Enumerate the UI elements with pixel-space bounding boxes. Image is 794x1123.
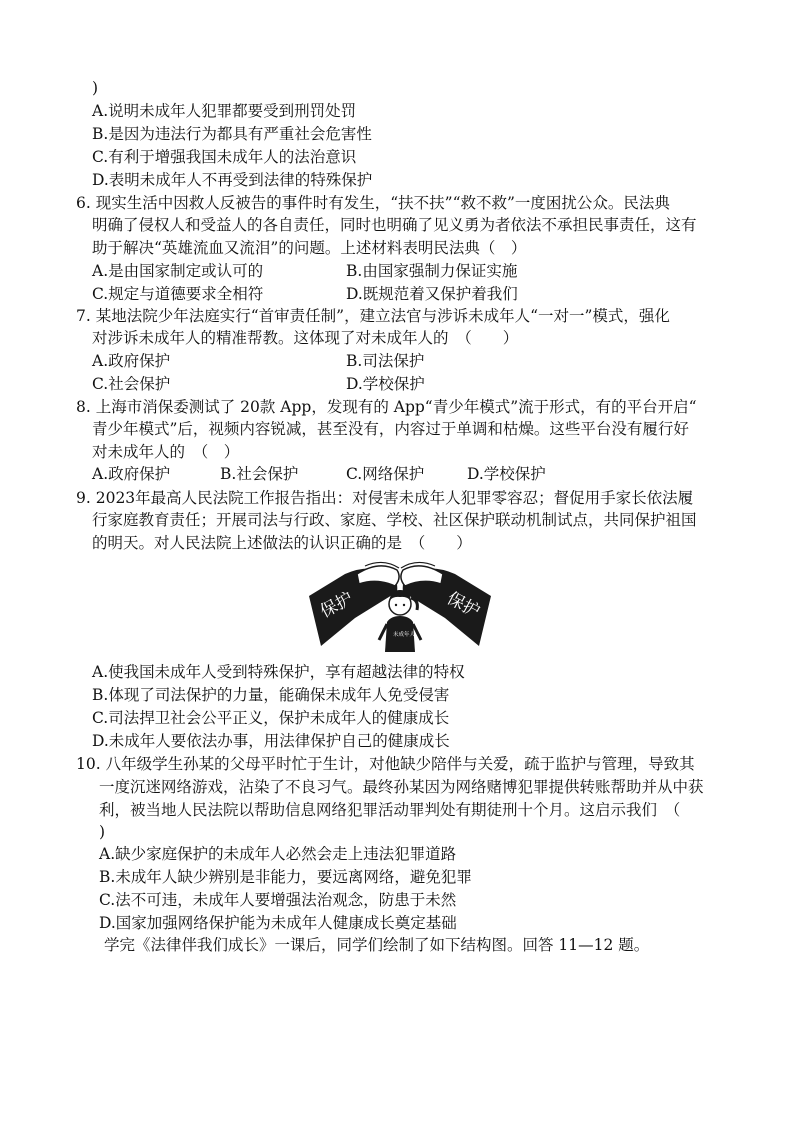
q9-stem-line-1: 9. 2023年最高人民法院工作报告指出：对侵害未成年人犯罪零容忍；督促用手家长依法履 <box>76 489 694 507</box>
q10-option-a: A.缺少家庭保护的未成年人必然会走上违法犯罪道路 <box>99 845 457 863</box>
q8-stem-line-1: 8. 上海市消保委测试了 20款 App，发现有的 App“青少年模式”流于形式，有的平台开启“ <box>76 398 697 416</box>
q5-closing-paren: ) <box>92 79 99 97</box>
protection-illustration <box>307 556 493 658</box>
q7-option-d: D.学校保护 <box>346 375 425 393</box>
q8-stem-line-2: 青少年模式”后，视频内容锐减，甚至没有，内容过于单调和枯燥。这些平台没有履行好 <box>92 420 689 438</box>
q9-stem-line-2: 行家庭教育责任；开展司法与行政、家庭、学校、社区保护联动机制试点，共同保护祖国 <box>92 511 697 529</box>
child-figure-icon <box>379 590 421 652</box>
q11-12-intro: 学完《法律伴我们成长》一课后，同学们绘制了如下结构图。回答 11—12 题。 <box>104 936 650 954</box>
q8-option-d: D.学校保护 <box>467 465 546 483</box>
q9-option-d: D.未成年人要依法办事，用法律保护自己的健康成长 <box>92 732 450 750</box>
q7-option-c: C.社会保护 <box>92 375 171 393</box>
q9-stem-line-3: 的明天。对人民法院上述做法的认识正确的是 （ ） <box>92 534 472 552</box>
q10-stem-line-3: 利，被当地人民法院以帮助信息网络犯罪活动罪判处有期徒刑十个月。这启示我们 （ <box>99 801 681 819</box>
q7-stem-line-1: 7. 某地法院少年法庭实行“首审责任制”，建立法官与涉诉未成年人“一对一”模式，强化 <box>76 307 670 325</box>
q6-option-c: C.规定与道德要求全相符 <box>92 285 264 303</box>
q6-stem-line-1: 6. 现实生活中因救人反被告的事件时有发生，“扶不扶”“救不救”一度困扰公众。民法典 <box>76 194 670 212</box>
q6-stem-line-3: 助于解决“英雄流血又流泪”的问题。上述材料表明民法典（ ） <box>92 239 527 257</box>
q10-option-d: D.国家加强网络保护能为未成年人健康成长奠定基础 <box>99 914 457 932</box>
q6-option-d: D.既规范着又保护着我们 <box>346 285 518 303</box>
q7-stem-line-2: 对涉诉未成年人的精准帮教。这体现了对未成年人的 （ ） <box>92 329 519 347</box>
q8-option-a: A.政府保护 <box>92 465 171 483</box>
right-sign-text: 保护 <box>443 588 483 623</box>
q9-option-b: B.体现了司法保护的力量，能确保未成年人免受侵害 <box>92 686 450 704</box>
q5-option-a: A.说明未成年人犯罪都要受到刑罚处罚 <box>92 102 357 120</box>
q5-option-b: B.是因为违法行为都具有严重社会危害性 <box>92 125 372 143</box>
q8-stem-line-3: 对未成年人的 （ ） <box>92 443 240 461</box>
q5-option-d: D.表明未成年人不再受到法律的特殊保护 <box>92 171 373 189</box>
q8-option-b: B.社会保护 <box>220 465 299 483</box>
shirt-text: 未成年人 <box>393 632 416 638</box>
q6-stem-line-2: 明确了侵权人和受益人的各自责任，同时也明确了见义勇为者依法不承担民事责任，这有 <box>92 216 697 234</box>
q10-stem-line-2: 一度沉迷网络游戏，沾染了不良习气。最终孙某因为网络赌博犯罪提供转账帮助并从中获 <box>99 778 704 796</box>
q7-option-b: B.司法保护 <box>346 352 425 370</box>
q10-option-c: C.法不可违，未成年人要增强法治观念，防患于未然 <box>99 891 457 909</box>
q5-option-c: C.有利于增强我国未成年人的法治意识 <box>92 148 357 166</box>
q7-option-a: A.政府保护 <box>92 352 171 370</box>
q10-option-b: B.未成年人缺少辨别是非能力，要远离网络，避免犯罪 <box>99 868 472 886</box>
q9-option-c: C.司法捍卫社会公平正义，保护未成年人的健康成长 <box>92 709 450 727</box>
q8-option-c: C.网络保护 <box>346 465 425 483</box>
q6-option-a: A.是由国家制定或认可的 <box>92 262 264 280</box>
q10-stem-line-1: 10. 八年级学生孙某的父母平时忙于生计，对他缺少陪伴与关爱，疏于监护与管理，导致其 <box>76 755 695 773</box>
q6-option-b: B.由国家强制力保证实施 <box>346 262 518 280</box>
q9-option-a: A.使我国未成年人受到特殊保护，享有超越法律的特权 <box>92 663 465 681</box>
q10-closing-paren: ) <box>99 823 106 841</box>
left-sign-text: 保护 <box>317 588 357 623</box>
